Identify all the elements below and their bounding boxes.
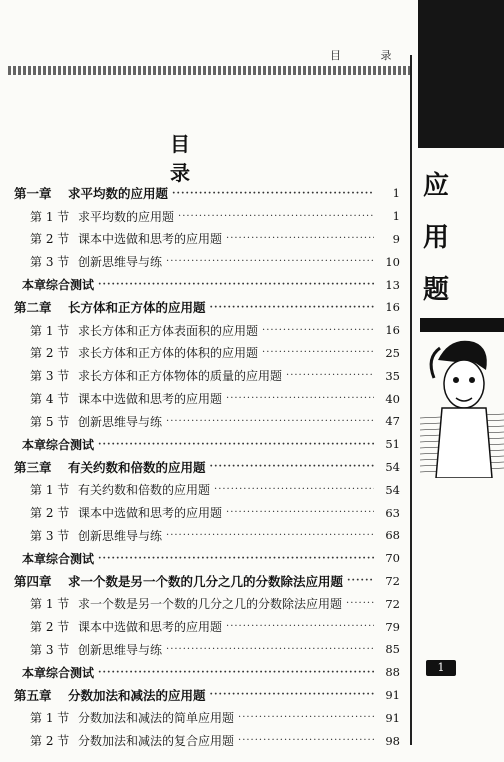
toc-chapter-row[interactable] <box>0 182 410 205</box>
toc-page-number: 10 <box>385 254 400 269</box>
toc-entry-label <box>30 253 162 270</box>
toc-entry-number: 第 3 节 <box>30 369 70 384</box>
toc-leader-dots <box>210 302 374 313</box>
toc-entry-title: 求平均数的应用题 <box>78 209 175 224</box>
toc-review-row[interactable] <box>0 433 410 456</box>
toc-section-row[interactable] <box>0 501 410 524</box>
toc-entry-label <box>22 550 94 567</box>
toc-entry-label <box>30 618 222 635</box>
toc-leader-dots <box>347 575 374 586</box>
toc-page-number: 85 <box>385 642 400 657</box>
toc-chapter-row[interactable] <box>0 570 410 593</box>
toc-section-row[interactable] <box>0 524 410 547</box>
toc-leader-dots <box>286 370 374 381</box>
toc-entry-number: 本章综合测试 <box>22 437 95 452</box>
toc-leader-dots <box>166 530 374 541</box>
toc-page-number: 72 <box>385 596 400 611</box>
toc-entry-label <box>14 184 168 202</box>
toc-page-number: 35 <box>385 368 400 383</box>
toc-page-number: 98 <box>385 733 400 748</box>
toc-section-row[interactable] <box>0 364 410 387</box>
decorative-dot-band <box>8 66 412 75</box>
toc-section-row[interactable] <box>0 342 410 365</box>
toc-entry-number: 第三章 <box>14 459 52 475</box>
toc-entry-number: 本章综合测试 <box>22 278 95 293</box>
toc-section-row[interactable] <box>0 478 410 501</box>
toc-leader-dots <box>226 507 374 518</box>
toc-entry-title: 创新思维导与练 <box>78 528 163 543</box>
toc-entry-number: 本章综合测试 <box>22 551 95 566</box>
toc-leader-dots <box>238 735 374 746</box>
toc-page-number: 72 <box>385 573 400 588</box>
toc-leader-dots <box>98 667 374 678</box>
toc-entry-number: 第 3 节 <box>30 255 70 270</box>
toc-entry-number: 本章综合测试 <box>22 665 95 680</box>
toc-chapter-row[interactable] <box>0 456 410 479</box>
toc-entry-label <box>30 367 282 384</box>
toc-entry-title: 求一个数是另一个数的几分之几的分数除法应用题 <box>78 597 343 612</box>
toc-review-row[interactable] <box>0 661 410 684</box>
toc-entry-label <box>30 230 222 247</box>
toc-entry-label <box>30 390 222 407</box>
toc-page-number: 16 <box>385 300 400 315</box>
toc-entry-number: 第 3 节 <box>30 642 70 657</box>
toc-leader-dots <box>172 188 374 199</box>
toc-page-number: 9 <box>392 231 400 246</box>
toc-entry-number: 第 2 节 <box>30 734 70 749</box>
side-tab-title <box>423 160 457 316</box>
toc-entry-number: 第 1 节 <box>30 209 70 224</box>
toc-section-row[interactable] <box>0 706 410 729</box>
side-char-1: 应 <box>423 171 450 201</box>
toc-entry-title: 创新思维导与练 <box>78 255 163 270</box>
toc-leader-dots <box>178 211 374 222</box>
toc-page-number: 40 <box>385 391 400 406</box>
toc-section-row[interactable] <box>0 319 410 342</box>
toc-review-row[interactable] <box>0 273 410 296</box>
side-char-2: 用 <box>423 223 450 253</box>
toc-page-number: 63 <box>385 505 400 520</box>
toc-leader-dots <box>262 325 374 336</box>
toc-entry-label <box>14 686 206 704</box>
toc-chapter-row[interactable] <box>0 684 410 707</box>
toc-entry-number: 第 2 节 <box>30 620 70 635</box>
toc-entry-title: 分数加法和减法的简单应用题 <box>78 711 235 726</box>
toc-entry-title: 长方体和正方体的应用题 <box>68 300 206 316</box>
toc-entry-label <box>30 344 258 361</box>
toc-leader-dots <box>166 416 374 427</box>
toc-page-number: 51 <box>385 437 400 452</box>
toc-entry-title: 课本中选做和思考的应用题 <box>78 392 223 407</box>
toc-page-number: 79 <box>385 619 400 634</box>
toc-entry-title: 有关约数和倍数的应用题 <box>68 459 206 475</box>
toc-entry-title: 有关约数和倍数的应用题 <box>78 483 211 498</box>
toc-entry-title: 课本中选做和思考的应用题 <box>78 620 223 635</box>
toc-chapter-row[interactable] <box>0 296 410 319</box>
toc-page-number: 68 <box>385 528 400 543</box>
toc-entry-title: 课本中选做和思考的应用题 <box>78 232 223 247</box>
page-title: 目 录 <box>170 132 218 185</box>
toc-section-row[interactable] <box>0 729 410 752</box>
toc-entry-number: 第 5 节 <box>30 414 70 429</box>
toc-review-row[interactable] <box>0 547 410 570</box>
toc-section-row[interactable] <box>0 592 410 615</box>
toc-leader-dots <box>166 644 374 655</box>
toc-section-row[interactable] <box>0 615 410 638</box>
toc-page-number: 1 <box>392 186 400 201</box>
toc-entry-label <box>30 595 342 612</box>
toc-entry-number: 第 1 节 <box>30 597 70 612</box>
toc-entry-number: 第 2 节 <box>30 346 70 361</box>
toc-section-row[interactable] <box>0 387 410 410</box>
toc-entry-label <box>30 732 234 749</box>
toc-page-number: 1 <box>392 209 400 224</box>
vertical-rule <box>410 55 412 745</box>
toc-entry-label <box>30 709 234 726</box>
toc-entry-label <box>14 458 206 476</box>
toc-leader-dots <box>262 347 374 358</box>
toc-entry-number: 第 1 节 <box>30 323 70 338</box>
toc-entry-number: 第四章 <box>14 573 52 589</box>
toc-entry-number: 第二章 <box>14 300 52 316</box>
toc-page-number: 47 <box>385 414 400 429</box>
side-black-block <box>418 0 504 148</box>
toc-entry-title: 分数加法和减法的应用题 <box>68 687 206 703</box>
toc-entry-title: 课本中选做和思考的应用题 <box>78 506 223 521</box>
toc-page-number: 91 <box>385 687 400 702</box>
toc-entry-label <box>22 276 94 293</box>
toc-entry-label <box>30 527 162 544</box>
table-of-contents <box>0 182 410 752</box>
toc-entry-number: 第 4 节 <box>30 392 70 407</box>
toc-entry-label <box>22 436 94 453</box>
toc-section-row[interactable] <box>0 410 410 433</box>
cartoon-boy-illustration <box>420 318 504 478</box>
toc-leader-dots <box>226 233 374 244</box>
page-number-badge: 1 <box>426 660 456 676</box>
side-char-3: 题 <box>423 275 450 305</box>
toc-page-number: 88 <box>385 665 400 680</box>
toc-entry-title: 创新思维导与练 <box>78 642 163 657</box>
toc-section-row[interactable] <box>0 638 410 661</box>
toc-leader-dots <box>214 484 374 495</box>
toc-leader-dots <box>210 461 374 472</box>
toc-entry-label <box>30 504 222 521</box>
toc-entry-title: 求长方体和正方体物体的质量的应用题 <box>78 369 283 384</box>
toc-entry-label <box>22 664 94 681</box>
toc-entry-title: 求长方体和正方体表面积的应用题 <box>78 323 259 338</box>
toc-entry-number: 第 1 节 <box>30 483 70 498</box>
toc-section-row[interactable] <box>0 250 410 273</box>
toc-leader-dots <box>98 439 374 450</box>
toc-leader-dots <box>238 712 374 723</box>
toc-page-number: 70 <box>385 551 400 566</box>
toc-entry-label <box>14 298 206 316</box>
toc-entry-title: 分数加法和减法的复合应用题 <box>78 734 235 749</box>
toc-leader-dots <box>346 598 374 609</box>
toc-leader-dots <box>98 279 374 290</box>
toc-page-number: 25 <box>385 345 400 360</box>
toc-entry-number: 第一章 <box>14 186 52 202</box>
toc-leader-dots <box>226 621 374 632</box>
toc-leader-dots <box>98 553 374 564</box>
toc-page-number: 54 <box>385 482 400 497</box>
toc-entry-label <box>30 641 162 658</box>
toc-entry-number: 第 2 节 <box>30 232 70 247</box>
toc-entry-number: 第 2 节 <box>30 506 70 521</box>
toc-section-row[interactable] <box>0 228 410 251</box>
toc-leader-dots <box>210 689 374 700</box>
toc-entry-label <box>30 208 174 225</box>
toc-page-number: 91 <box>385 710 400 725</box>
toc-entry-label <box>30 481 210 498</box>
toc-entry-title: 求长方体和正方体的体积的应用题 <box>78 346 259 361</box>
toc-entry-number: 第 1 节 <box>30 711 70 726</box>
toc-entry-label <box>30 413 162 430</box>
toc-entry-title: 求一个数是另一个数的几分之几的分数除法应用题 <box>68 573 344 589</box>
toc-entry-number: 第五章 <box>14 687 52 703</box>
toc-entry-number: 第 3 节 <box>30 528 70 543</box>
toc-leader-dots <box>166 256 374 267</box>
toc-page-number: 16 <box>385 323 400 338</box>
toc-section-row[interactable] <box>0 205 410 228</box>
toc-entry-label <box>30 322 258 339</box>
toc-page-number: 13 <box>385 277 400 292</box>
toc-leader-dots <box>226 393 374 404</box>
running-header: 目 录 <box>330 49 410 62</box>
toc-entry-label <box>14 572 343 590</box>
toc-entry-title: 求平均数的应用题 <box>68 186 169 202</box>
toc-page-number: 54 <box>385 459 400 474</box>
toc-entry-title: 创新思维导与练 <box>78 414 163 429</box>
